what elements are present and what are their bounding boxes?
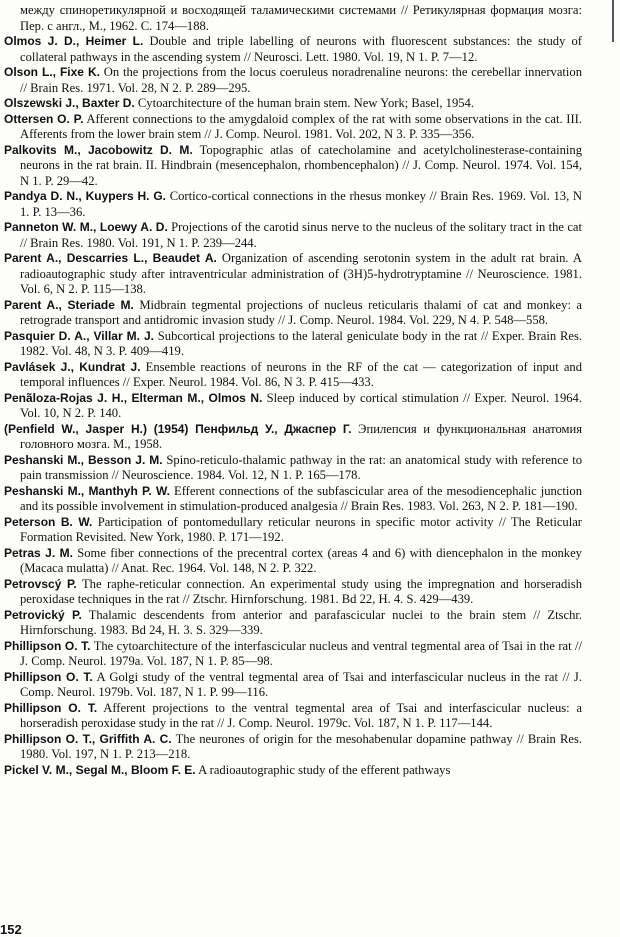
entry-author: Parent A., Steriade M. bbox=[4, 297, 134, 312]
entry-text: Efferent connections of the subfascicular area of the mesodiencephalic junction and its possible involvement in stimulation-produced analgesia // Brain Res. 1983. Vol. 263, N 2. P. 181—190. bbox=[20, 483, 582, 513]
entry-author: Phillipson O. T. bbox=[4, 669, 93, 684]
entry-author: Pickel V. M., Segal M., Bloom F. E. bbox=[4, 762, 196, 777]
entry-text: Cytoarchitecture of the human brain stem. New York; Basel, 1954. bbox=[137, 96, 475, 110]
entry-text: Some fiber connections of the precentral cortex (areas 4 and 6) with diencephalon in the monkey (Macaca mulatta) // Anat. Rec. 1964. Vol. 148, N 2. P. 322. bbox=[20, 545, 582, 575]
bibliography-entry bbox=[4, 298, 582, 329]
entry-author: Ottersen O. P. bbox=[4, 111, 84, 126]
entry-author: Petras J. M. bbox=[4, 545, 73, 560]
entry-author: Phillipson O. T., Griffith A. C. bbox=[4, 731, 172, 746]
bibliography-entry bbox=[4, 251, 582, 298]
entry-author: Panneton W. M., Loewy A. D. bbox=[4, 220, 168, 234]
bibliography-entry bbox=[4, 329, 582, 360]
entry-text: Cortico-cortical connections in the rhesus monkey // Brain Res. 1969. Vol. 13, N 1. P. 13—36. bbox=[20, 189, 582, 219]
entry-text: Эпилепсия и функциональная анатомия головного мозга. М., 1958. bbox=[20, 421, 583, 451]
bibliography-entry bbox=[4, 546, 582, 577]
entry-text: Thalamic descendents from anterior and parafascicular nuclei to the brain stem // Ztschr. Hirnforschung. 1983. Bd 24, H. 3. S. 329—339. bbox=[20, 607, 583, 637]
entry-text: Spino-reticulo-thalamic pathway in the rat: an anatomical study with reference to pain transmission // Neuroscience. 1984. Vol. 12, N 1. P. 165—178. bbox=[20, 452, 582, 482]
bibliography-entry bbox=[4, 65, 582, 96]
entry-author: Palkovits M., Jacobowitz D. M. bbox=[4, 142, 193, 157]
entry-author: Pasquier D. A., Villar M. J. bbox=[4, 328, 154, 343]
bibliography-entry bbox=[4, 360, 582, 391]
entry-text: Midbrain tegmental projections of nucleus reticularis thalami of cat and monkey: a retrograde transport and antidromic invasion study // J. Comp. Neurol. 1984. Vol. 229, N 4. P. 548—558. bbox=[20, 297, 582, 327]
entry-text: Subcortical projections to the lateral geniculate body in the rat // Exper. Brain Res. 1982. Vol. 48, N 3. P. 409—419. bbox=[20, 328, 583, 358]
entry-text: Topographic atlas of catecholamine and acetylcholinesterase-containing neurons in the rat brain. II. Hindbrain (mesencephalon, rhombencephalon) // J. Comp. Neurol. 1974. Vol. 154, N 1. P. 29—42. bbox=[20, 142, 583, 188]
entry-text: Ensemble reactions of neurons in the RF of the cat — categorization of input and temporal influences // Exper. Neurol. 1984. Vol. 86, N 3. P. 415—433. bbox=[20, 359, 582, 389]
entry-text: The neurones of origin for the mesohabenular dopamine pathway // Brain Res. 1980. Vol. 197, N 1. P. 213—218. bbox=[20, 731, 583, 761]
bibliography-entry bbox=[4, 34, 582, 65]
entry-author: Olszewski J., Baxter D. bbox=[4, 96, 135, 110]
bibliography-entry bbox=[4, 422, 582, 453]
entry-author: Peshanski M., Besson J. M. bbox=[4, 452, 163, 467]
page-edge-mark bbox=[612, 0, 614, 42]
entry-text: между спиноретикулярной и восходящей таламическими системами // Ретикулярная формация мозга: Пер. с англ., М., 1962. С. 174—188. bbox=[20, 3, 582, 33]
page-number: 152 bbox=[0, 922, 22, 937]
entry-text: A Golgi study of the ventral tegmental area of Tsai and interfascicular nucleus in the rat // J. Comp. Neurol. 1979b. Vol. 187, N 1. P. 99—116. bbox=[20, 669, 582, 699]
entry-text: Double and triple labelling of neurons with fluorescent substances: the study of collateral pathways in the ascending system // Neurosci. Lett. 1980. Vol. 19, N 1. P. 7—12. bbox=[20, 34, 582, 64]
bibliography-entry bbox=[4, 577, 582, 608]
bibliography-entry bbox=[4, 515, 582, 546]
bibliography-entry bbox=[4, 189, 582, 220]
bibliography-entry bbox=[4, 143, 582, 190]
bibliography-list bbox=[4, 3, 582, 778]
entry-author: Pandya D. N., Kuypers H. G. bbox=[4, 189, 167, 203]
bibliography-entry bbox=[4, 453, 582, 484]
bibliography-entry bbox=[4, 391, 582, 422]
bibliography-entry bbox=[4, 96, 582, 112]
bibliography-entry bbox=[4, 763, 582, 779]
entry-author: Olmos J. D., Heimer L. bbox=[4, 34, 144, 48]
entry-text: Projections of the carotid sinus nerve to the nucleus of the solitary tract in the cat // Brain Res. 1980. Vol. 191, N 1. P. 239—244. bbox=[20, 220, 582, 250]
entry-author: Olson L., Fixe K. bbox=[4, 65, 100, 79]
entry-author: (Penfield W., Jasper H.) (1954) Пенфильд У., Джаспер Г. bbox=[4, 421, 352, 436]
bibliography-entry bbox=[4, 112, 582, 143]
entry-text: Afferent connections to the amygdaloid complex of the rat with some observations in the cat. III. Afferents from the lower brain stem // J. Comp. Neurol. 1981. Vol. 202, N 3. P. 335—356. bbox=[20, 111, 582, 141]
entry-author: Phillipson O. T. bbox=[4, 700, 98, 715]
bibliography-entry bbox=[4, 670, 582, 701]
entry-text: Sleep induced by cortical stimulation // Exper. Neurol. 1964. Vol. 10, N 2. P. 140. bbox=[20, 390, 582, 420]
bibliography-entry bbox=[4, 484, 582, 515]
bibliography-entry bbox=[4, 639, 582, 670]
entry-author: Petrovscý P. bbox=[4, 576, 77, 591]
bibliography-entry bbox=[4, 701, 582, 732]
entry-author: Parent A., Descarries L., Beaudet A. bbox=[4, 251, 217, 265]
entry-author: Phillipson O. T. bbox=[4, 638, 91, 653]
entry-author: Penãloza-Rojas J. H., Elterman M., Olmos N. bbox=[4, 390, 263, 405]
entry-author: Petrovický P. bbox=[4, 607, 82, 622]
bibliography-entry bbox=[4, 3, 582, 34]
entry-text: The raphe-reticular connection. An experimental study using the impregnation and horseradish peroxidase techniques in the rat // Ztschr. Hirnforschung. 1981. Bd 22, H. 4. S. 429—439. bbox=[20, 576, 583, 606]
entry-text: Organization of ascending serotonin system in the adult rat brain. A radioautographic study after intraventricular administration of (3H)5-hydrotryptamine // Neuroscience. 1981. Vol. 6, N 2. P. 115—138. bbox=[20, 251, 582, 296]
entry-author: Pavlásek J., Kundrat J. bbox=[4, 359, 141, 374]
bibliography-entry bbox=[4, 220, 582, 251]
entry-text: On the projections from the locus coeruleus noradrenaline neurons: the cerebellar innervation // Brain Res. 1971. Vol. 28, N 2. P. 289—295. bbox=[20, 65, 583, 95]
entry-text: Afferent projections to the ventral tegmental area of Tsai and interfascicular nucleus: a horseradish peroxidase study in the rat // J. Comp. Neurol. 1979c. Vol. 187, N 1. P. 117—144. bbox=[20, 700, 582, 730]
bibliography-entry bbox=[4, 608, 582, 639]
entry-text: The cytoarchitecture of the interfascicular nucleus and ventral tegmental area of Tsai in the rat // J. Comp. Neurol. 1979a. Vol. 187, N 1. P. 85—98. bbox=[20, 638, 583, 668]
entry-author: Peshanski M., Manthyh P. W. bbox=[4, 483, 170, 498]
bibliography-entry bbox=[4, 732, 582, 763]
entry-author: Peterson B. W. bbox=[4, 514, 93, 529]
entry-text: A radioautographic study of the efferent pathways bbox=[198, 762, 451, 777]
entry-text: Participation of pontomedullary reticular neurons in specific motor activity // The Reticular Formation Revisited. New York, 1980. P. 171—192. bbox=[20, 514, 582, 544]
